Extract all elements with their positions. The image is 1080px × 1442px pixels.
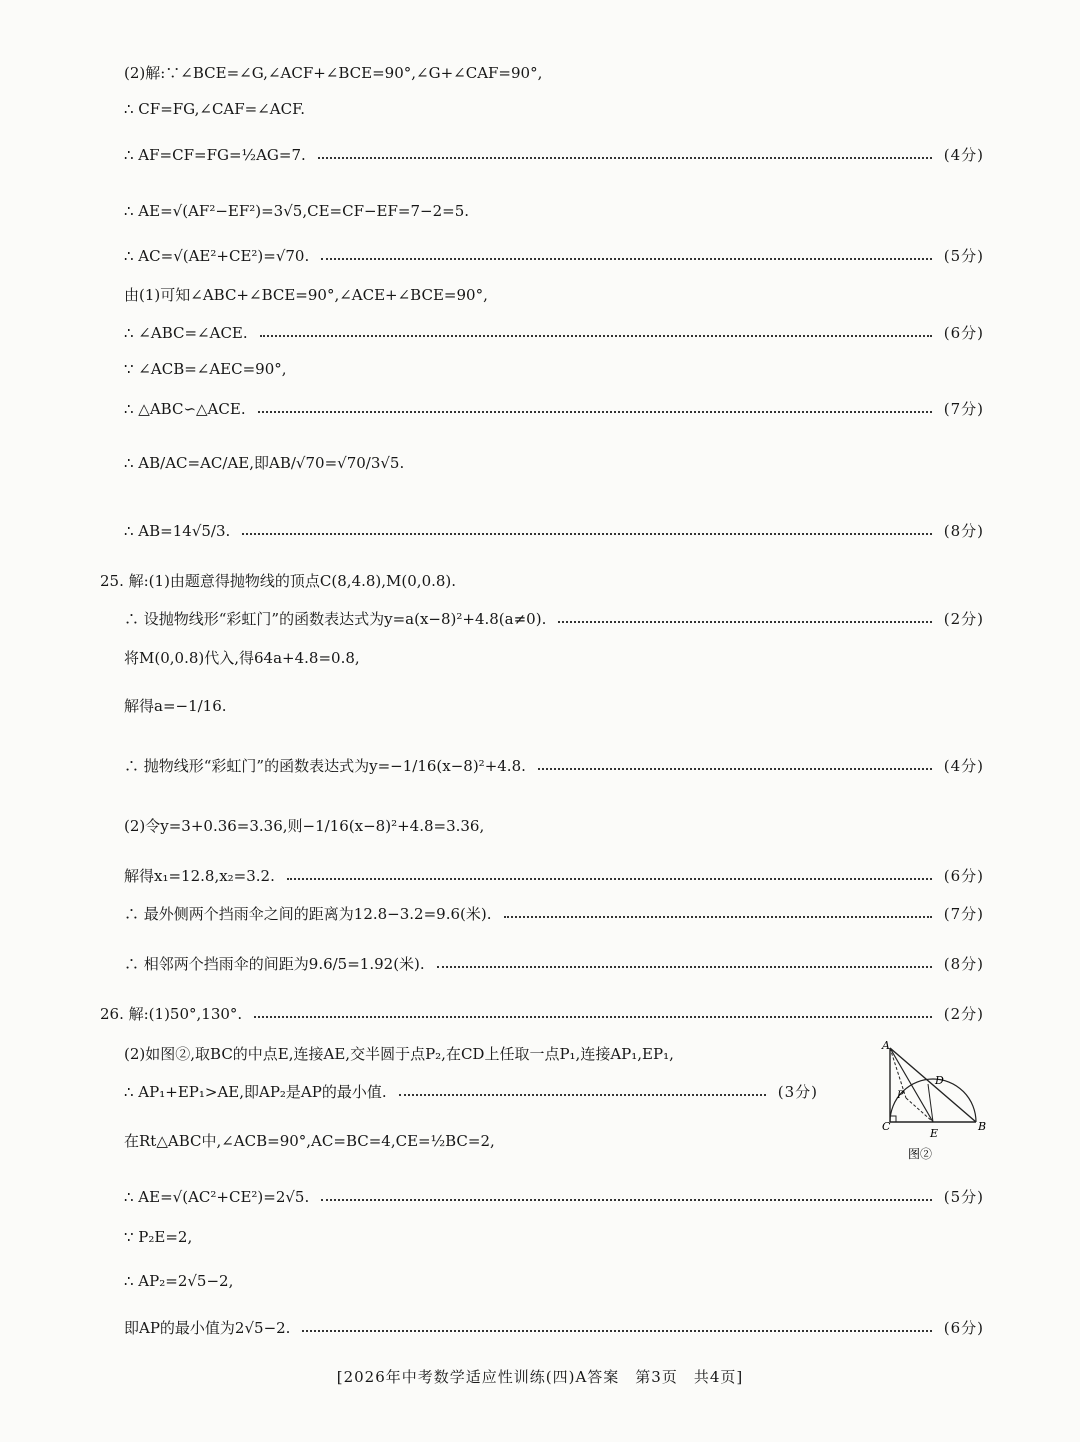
- solution-line: [124, 1272, 984, 1290]
- solution-line: [124, 695, 984, 716]
- solution-line: [124, 647, 984, 668]
- line-text: ∴ ∠ABC=∠ACE.: [124, 323, 248, 342]
- solution-line: [124, 100, 984, 118]
- right-angle-mark: [890, 1116, 896, 1122]
- score-label: (5分): [943, 1188, 984, 1206]
- question-26-heading: [100, 1003, 984, 1024]
- line-text: 将M(0,0.8)代入,得64a+4.8=0.8,: [124, 649, 360, 667]
- line-text: 即AP的最小值为2√5−2.: [124, 1319, 291, 1337]
- score-label: (8分): [943, 955, 984, 973]
- question-25-heading: [100, 570, 984, 591]
- solution-line: [124, 360, 984, 378]
- score-label: (5分): [943, 247, 984, 265]
- solution-line: [124, 755, 984, 776]
- line-text: (2)如图②,取BC的中点E,连接AE,交半圆于点P₂,在CD上任取一点P₁,连接AP₁,EP₁,: [124, 1045, 674, 1063]
- solution-line: [124, 1130, 984, 1151]
- line-text: ∴ AF=CF=FG=½AG=7.: [124, 145, 306, 164]
- solution-line: [124, 62, 984, 83]
- figure-caption: 图②: [908, 1147, 933, 1161]
- label-a: A: [882, 1040, 890, 1052]
- segment-ae: [890, 1048, 933, 1122]
- score-label: (6分): [943, 1319, 984, 1337]
- label-d: D: [935, 1074, 944, 1087]
- label-c: C: [882, 1120, 891, 1133]
- dot-leader: [399, 1094, 766, 1096]
- solution-line: [124, 144, 984, 165]
- label-b: B: [978, 1120, 987, 1133]
- segment-cd: [928, 1084, 933, 1122]
- line-text: ∴ AE=√(AF²−EF²)=3√5,CE=CF−EF=7−2=5.: [124, 202, 470, 220]
- line-text: 在Rt△ABC中,∠ACB=90°,AC=BC=4,CE=½BC=2,: [124, 1132, 495, 1150]
- line-text: 解得x₁=12.8,x₂=3.2.: [124, 867, 275, 885]
- dot-leader: [538, 768, 932, 770]
- solution-line: [124, 1043, 880, 1064]
- dot-leader: [254, 1016, 932, 1018]
- line-text: ∴ △ABC∽△ACE.: [124, 399, 246, 418]
- score-label: (7分): [943, 905, 984, 923]
- solution-line: [124, 865, 984, 886]
- solution-line: [124, 953, 984, 974]
- dot-leader: [321, 258, 932, 260]
- solution-line: [124, 1081, 818, 1102]
- dot-leader: [302, 1330, 931, 1332]
- solution-line: [124, 903, 984, 924]
- dot-leader: [260, 335, 932, 337]
- solution-line: [124, 608, 984, 629]
- score-label: (7分): [943, 400, 984, 418]
- geometry-figure: [872, 1040, 992, 1170]
- line-text: ∴ 设抛物线形“彩虹门”的函数表达式为y=a(x−8)²+4.8(a≠0).: [124, 610, 547, 628]
- line-text: ∴ 抛物线形“彩虹门”的函数表达式为y=−1/16(x−8)²+4.8.: [124, 757, 526, 775]
- score-label: (6分): [943, 867, 984, 885]
- dot-leader: [287, 878, 932, 880]
- solution-line: [124, 1186, 984, 1207]
- line-text: 解得a=−1/16.: [124, 697, 227, 715]
- score-label: (2分): [943, 610, 984, 628]
- solution-line: [124, 398, 984, 419]
- solution-line: [124, 322, 984, 343]
- line-text: ∴ AC=√(AE²+CE²)=√70.: [124, 246, 310, 265]
- line-text: ∵ P₂E=2,: [124, 1228, 193, 1246]
- solution-line: [124, 815, 984, 836]
- line-text: ∴ 相邻两个挡雨伞的间距为9.6/5=1.92(米).: [124, 955, 425, 973]
- dot-leader: [258, 411, 932, 413]
- dot-leader: [242, 533, 931, 535]
- solution-line: [124, 202, 984, 220]
- dot-leader: [504, 916, 932, 918]
- score-label: (3分): [777, 1083, 818, 1101]
- line-text: ∵ ∠ACB=∠AEC=90°,: [124, 360, 287, 378]
- line-text: (2)令y=3+0.36=3.36,则−1/16(x−8)²+4.8=3.36,: [124, 817, 485, 835]
- line-text: ∴ AE=√(AC²+CE²)=2√5.: [124, 1187, 310, 1206]
- score-label: (4分): [943, 757, 984, 775]
- dot-leader: [318, 157, 932, 159]
- line-text: 由(1)可知∠ABC+∠BCE=90°,∠ACE+∠BCE=90°,: [124, 286, 488, 304]
- segment-ab: [890, 1048, 976, 1122]
- page-footer: [2026年中考数学适应性训练(四)A答案 第3页 共4页]: [336, 1368, 744, 1386]
- line-text: 26. 解:(1)50°,130°.: [100, 1005, 243, 1023]
- label-p: P: [897, 1090, 904, 1101]
- dot-leader: [321, 1199, 932, 1201]
- score-label: (8分): [943, 522, 984, 540]
- solution-line: [124, 452, 984, 473]
- line-text: ∴ AP₁+EP₁>AE,即AP₂是AP的最小值.: [124, 1083, 387, 1101]
- dot-leader: [558, 621, 931, 623]
- segment-ep1: [906, 1098, 933, 1122]
- solution-line: [124, 520, 984, 541]
- solution-line: [124, 245, 984, 266]
- line-text: (2)解:∵∠BCE=∠G,∠ACF+∠BCE=90°,∠G+∠CAF=90°,: [124, 64, 543, 82]
- solution-line: [124, 284, 984, 305]
- label-e: E: [930, 1127, 939, 1140]
- line-text: ∴ AB=14√5/3.: [124, 521, 231, 540]
- dot-leader: [437, 966, 932, 968]
- line-text: ∴ CF=FG,∠CAF=∠ACF.: [124, 100, 305, 118]
- line-text: ∴ 最外侧两个挡雨伞之间的距离为12.8−3.2=9.6(米).: [124, 905, 492, 923]
- line-text: ∴ AP₂=2√5−2,: [124, 1272, 234, 1290]
- score-label: (4分): [943, 146, 984, 164]
- score-label: (6分): [943, 324, 984, 342]
- figure-svg: [872, 1040, 992, 1170]
- score-label: (2分): [943, 1005, 984, 1023]
- solution-line: [124, 1317, 984, 1338]
- solution-line: [124, 1228, 984, 1246]
- line-text: 25. 解:(1)由题意得抛物线的顶点C(8,4.8),M(0,0.8).: [100, 572, 457, 590]
- line-text: ∴ AB/AC=AC/AE,即AB/√70=√70/3√5.: [124, 454, 405, 472]
